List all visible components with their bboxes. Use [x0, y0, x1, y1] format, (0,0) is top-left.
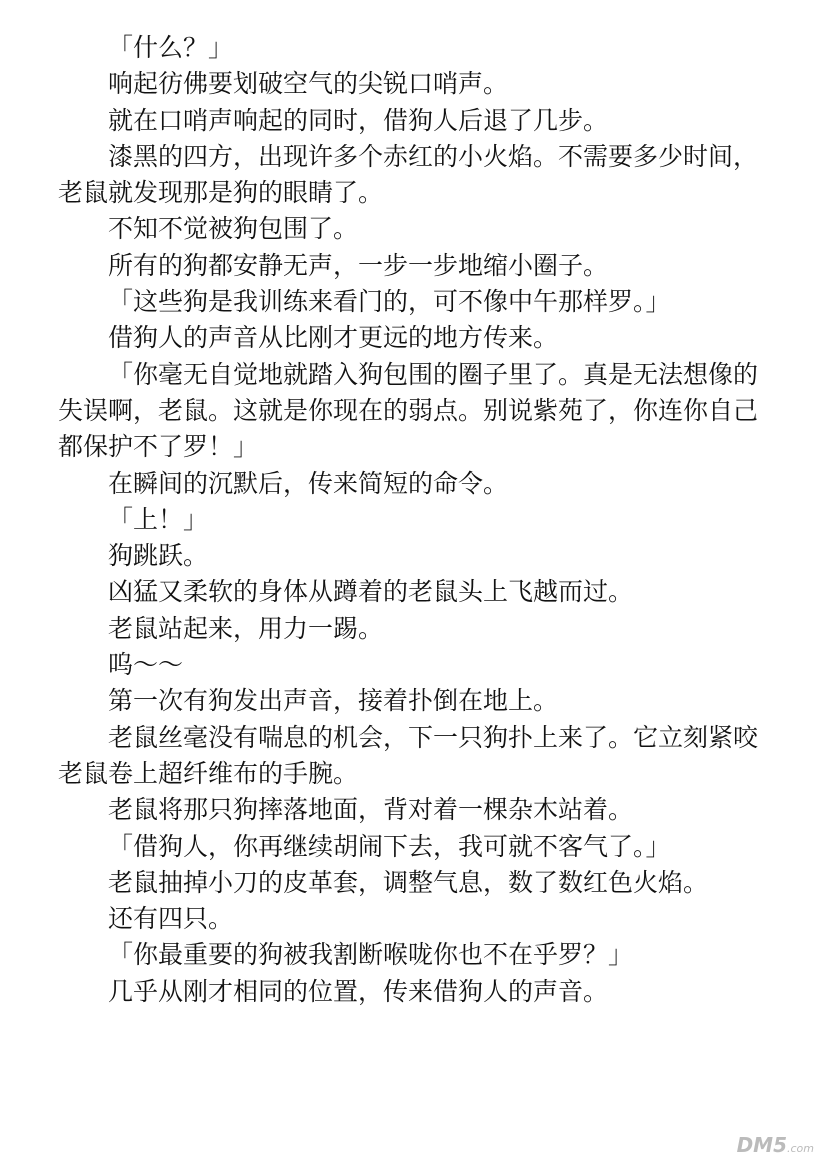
- paragraph: 响起彷佛要划破空气的尖锐口哨声。: [108, 69, 509, 99]
- site-watermark: [737, 1133, 814, 1157]
- paragraph: 第一次有狗发出声音，接着扑倒在地上。: [108, 686, 559, 716]
- paragraph: 凶猛又柔软的身体从蹲着的老鼠头上飞越而过。: [108, 577, 634, 607]
- paragraph: 「上！」: [108, 504, 209, 534]
- paragraph: 老鼠抽掉小刀的皮革套，调整气息，数了数红色火焰。: [108, 867, 709, 897]
- paragraph: 几乎从刚才相同的位置，传来借狗人的声音。: [108, 976, 609, 1006]
- paragraph: 不知不觉被狗包围了。: [108, 214, 359, 244]
- paragraph: 老鼠站起来，用力一踢。: [108, 613, 384, 643]
- paragraph: 老鼠丝毫没有喘息的机会，下一只狗扑上来了。它立刻紧咬老鼠卷上超纤维布的手腕。: [58, 722, 759, 788]
- paragraph: 还有四只。: [108, 904, 234, 934]
- paragraph: 狗跳跃。: [108, 541, 209, 571]
- paragraph: 就在口哨声响起的同时，借狗人后退了几步。: [108, 105, 609, 135]
- paragraph: 「这些狗是我训练来看门的，可不像中午那样罗。」: [108, 287, 671, 317]
- document-page: [58, 30, 758, 1010]
- paragraph: 所有的狗都安静无声，一步一步地缩小圈子。: [108, 250, 609, 280]
- paragraph: 「你最重要的狗被我割断喉咙你也不在乎罗？」: [108, 940, 634, 970]
- paragraph: 借狗人的声音从比刚才更远的地方传来。: [108, 323, 559, 353]
- watermark-main: DM5: [736, 1133, 787, 1157]
- watermark-suffix: .com: [787, 1142, 814, 1155]
- paragraph: 「借狗人，你再继续胡闹下去，我可就不客气了。」: [108, 831, 671, 861]
- paragraph: 呜～～: [108, 650, 184, 680]
- paragraph: 「什么？」: [108, 33, 234, 62]
- paragraph: 老鼠将那只狗摔落地面，背对着一棵杂木站着。: [108, 795, 634, 825]
- paragraph: 在瞬间的沉默后，传来简短的命令。: [108, 468, 509, 498]
- paragraph: 漆黑的四方，出现许多个赤红的小火焰。不需要多少时间，老鼠就发现那是狗的眼睛了。: [58, 141, 759, 208]
- paragraph: 「你毫无自觉地就踏入狗包围的圈子里了。真是无法想像的失误啊，老鼠。这就是你现在的弱点。别说紫苑了，你连你自己都保护不了罗！」: [58, 359, 759, 462]
